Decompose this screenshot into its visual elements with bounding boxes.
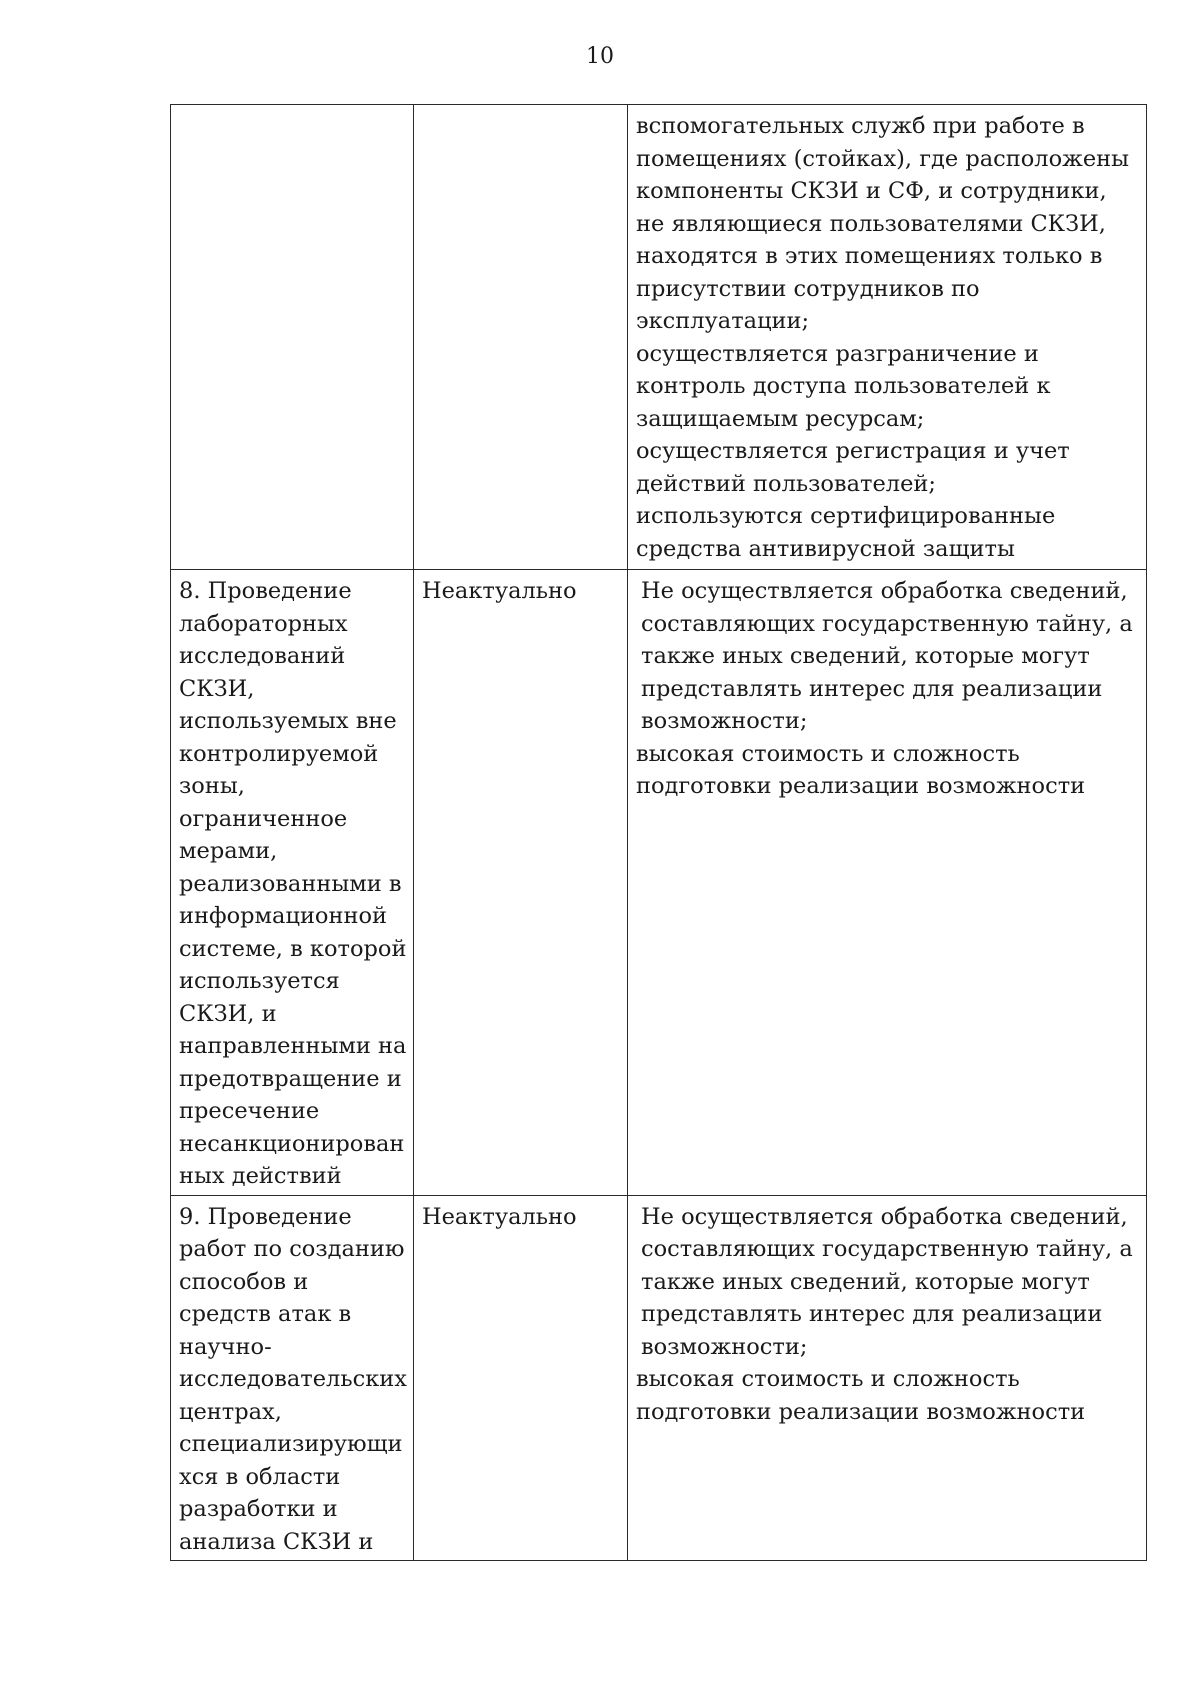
text-line: помещениях (стойках), где расположены bbox=[636, 145, 1130, 172]
page-number: 10 bbox=[586, 44, 614, 69]
text-line: осуществляется регистрация и учет bbox=[636, 438, 1070, 464]
text-line: анализа СКЗИ и bbox=[179, 1528, 374, 1555]
text-line: представлять интерес для реализации bbox=[641, 675, 1103, 702]
text-line: центрах, bbox=[179, 1398, 282, 1425]
text-line: также иных сведений, которые могут bbox=[641, 643, 1090, 669]
relevance-status: Неактуально bbox=[422, 578, 577, 604]
text-line: Не осуществляется обработка сведений, bbox=[641, 1203, 1128, 1230]
text-line: работ по созданию bbox=[179, 1236, 405, 1262]
justification-cell bbox=[628, 1195, 1147, 1561]
relevance-cell bbox=[414, 570, 628, 1196]
text-line: мерами, bbox=[179, 838, 278, 864]
text-line: средства антивирусной защиты bbox=[636, 535, 1015, 562]
text-line: высокая стоимость и сложность bbox=[636, 1366, 1020, 1392]
text-line: ных действий bbox=[179, 1163, 342, 1189]
text-line: средств атак в bbox=[179, 1301, 352, 1327]
text-line: контроль доступа пользователей к bbox=[636, 373, 1051, 399]
text-line: научно- bbox=[179, 1333, 272, 1360]
text-line: подготовки реализации возможности bbox=[636, 1398, 1086, 1425]
text-line: возможности; bbox=[641, 1333, 808, 1360]
text-line: СКЗИ, и bbox=[179, 1000, 277, 1027]
table-row bbox=[171, 105, 1147, 570]
text-line: Не осуществляется обработка сведений, bbox=[641, 578, 1128, 604]
text-line: используемых вне bbox=[179, 708, 397, 734]
text-line: ограниченное bbox=[179, 805, 348, 832]
threats-table bbox=[170, 104, 1147, 1561]
text-line: способов и bbox=[179, 1268, 309, 1295]
text-line: информационной bbox=[179, 903, 388, 929]
text-line: пресечение bbox=[179, 1098, 320, 1124]
text-line: лабораторных bbox=[179, 610, 348, 637]
text-line: возможности; bbox=[641, 708, 808, 734]
text-line: разработки и bbox=[179, 1496, 338, 1522]
text-line: используется bbox=[179, 968, 340, 994]
text-line: также иных сведений, которые могут bbox=[641, 1268, 1090, 1295]
text-line: действий пользователей; bbox=[636, 470, 936, 497]
text-line: высокая стоимость и сложность bbox=[636, 740, 1020, 767]
text-line: СКЗИ, bbox=[179, 675, 255, 702]
justification-cell bbox=[628, 105, 1147, 570]
text-line: контролируемой bbox=[179, 740, 379, 767]
text-line: вспомогательных служб при работе в bbox=[636, 113, 1085, 139]
text-line: подготовки реализации возможности bbox=[636, 773, 1086, 799]
justification-cell bbox=[628, 570, 1147, 1196]
text-line: 8. Проведение bbox=[179, 578, 352, 604]
text-line: исследований bbox=[179, 643, 346, 669]
text-line: реализованными в bbox=[179, 870, 402, 897]
text-line: составляющих государственную тайну, а bbox=[641, 610, 1133, 637]
threat-cell bbox=[171, 105, 414, 570]
text-line: не являющиеся пользователями СКЗИ, bbox=[636, 210, 1106, 237]
table-row bbox=[171, 1195, 1147, 1561]
text-line: защищаемым ресурсам; bbox=[636, 405, 925, 432]
text-line: присутствии сотрудников по bbox=[636, 275, 980, 302]
text-line: осуществляется разграничение и bbox=[636, 340, 1039, 367]
relevance-cell bbox=[414, 1195, 628, 1561]
text-line: направленными на bbox=[179, 1033, 407, 1059]
table-row bbox=[171, 570, 1147, 1196]
relevance-status: Неактуально bbox=[422, 1203, 577, 1230]
text-line: находятся в этих помещениях только в bbox=[636, 243, 1103, 269]
text-line: хся в области bbox=[179, 1463, 341, 1490]
threat-cell bbox=[171, 1195, 414, 1561]
relevance-cell bbox=[414, 105, 628, 570]
text-line: несанкционирован bbox=[179, 1130, 405, 1157]
text-line: 9. Проведение bbox=[179, 1203, 352, 1230]
text-line: исследовательских bbox=[179, 1366, 407, 1392]
text-line: предотвращение и bbox=[179, 1065, 402, 1092]
text-line: системе, в которой bbox=[179, 935, 407, 962]
text-line: компоненты СКЗИ и СФ, и сотрудники, bbox=[636, 178, 1107, 204]
text-line: составляющих государственную тайну, а bbox=[641, 1236, 1133, 1262]
text-line: представлять интерес для реализации bbox=[641, 1301, 1103, 1327]
threat-cell bbox=[171, 570, 414, 1196]
text-line: используются сертифицированные bbox=[636, 503, 1056, 529]
text-line: специализирующи bbox=[179, 1431, 403, 1457]
text-line: зоны, bbox=[179, 773, 245, 799]
text-line: эксплуатации; bbox=[636, 308, 810, 334]
